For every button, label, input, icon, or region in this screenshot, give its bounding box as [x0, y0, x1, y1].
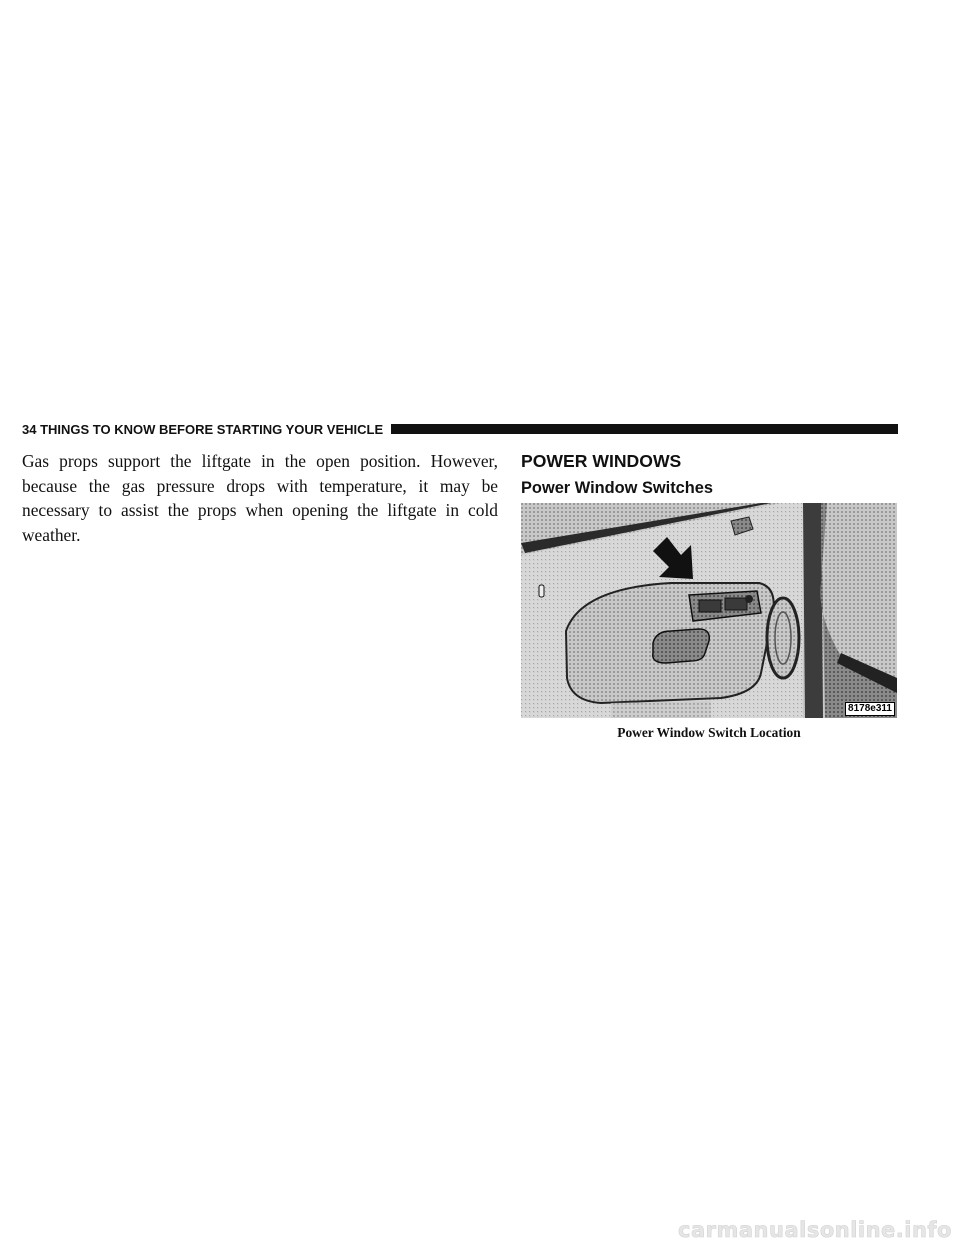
header-rule: [391, 424, 898, 434]
svg-text:carmanualsonline.info: carmanualsonline.info: [678, 1218, 952, 1242]
subsection-title: Power Window Switches: [521, 479, 714, 497]
watermark-logo: [0, 1218, 960, 1242]
section-title: POWER WINDOWS: [521, 451, 682, 471]
figure-id-label: 8178e311: [845, 702, 895, 716]
running-header-text: 34 THINGS TO KNOW BEFORE STARTING YOUR VEHICLE: [22, 421, 384, 437]
door-panel-illustration: [521, 503, 897, 718]
figure-caption: Power Window Switch Location: [617, 725, 801, 740]
body-paragraph: Gas props support the liftgate in the open position. However, because the gas pressure drops with temperature, it may be necessary to assist the props when opening the liftgate in cold weather.: [22, 451, 498, 545]
door-panel-drawing: [521, 503, 897, 718]
running-header: [22, 419, 898, 439]
